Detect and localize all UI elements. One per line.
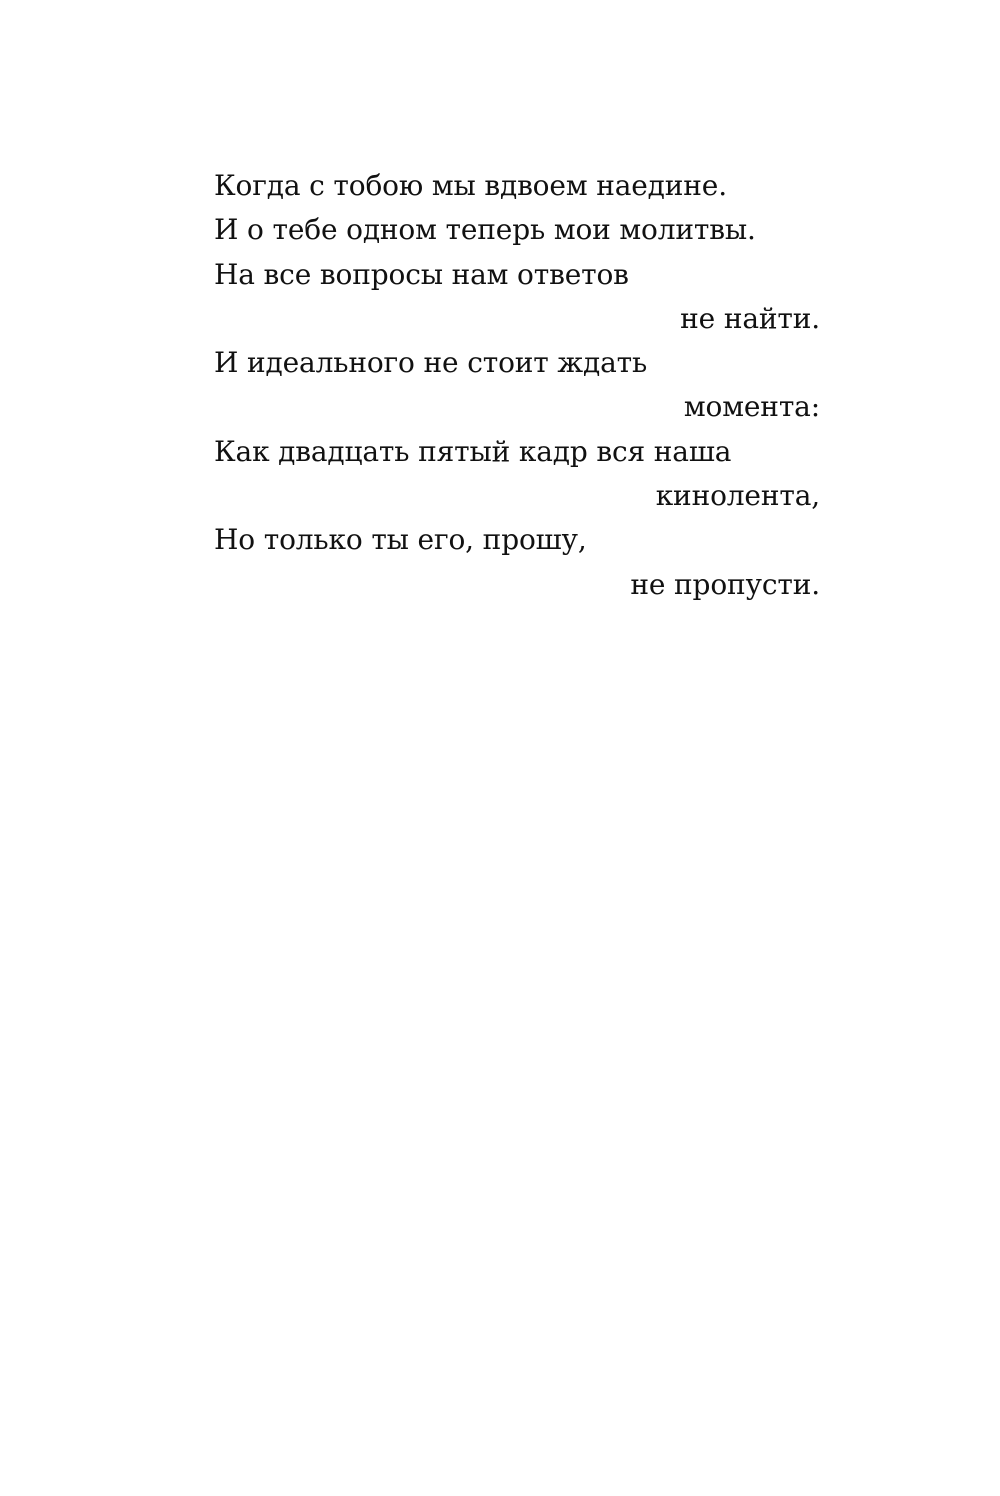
- poem-line-1: Когда с тобою мы вдвоем наедине.: [214, 169, 727, 202]
- poem-line-5-continuation: кинолента,: [655, 479, 820, 513]
- poem-line-3: На все вопросы нам ответов: [214, 257, 629, 291]
- poem-line-3-continuation: не найти.: [680, 301, 820, 335]
- poem-line-4: И идеального не стоит ждать: [214, 346, 648, 380]
- poem-line-6-continuation: не пропусти.: [630, 567, 820, 601]
- poem-line-5: Как двадцать пятый кадр вся наша: [214, 434, 732, 468]
- poem-line-4-continuation: момента:: [683, 390, 820, 424]
- poem-line-6: Но только ты его, прошу,: [214, 523, 587, 557]
- poem-line-2: И о тебе одном теперь мои молитвы.: [214, 213, 756, 247]
- poem-stanza: [214, 164, 820, 607]
